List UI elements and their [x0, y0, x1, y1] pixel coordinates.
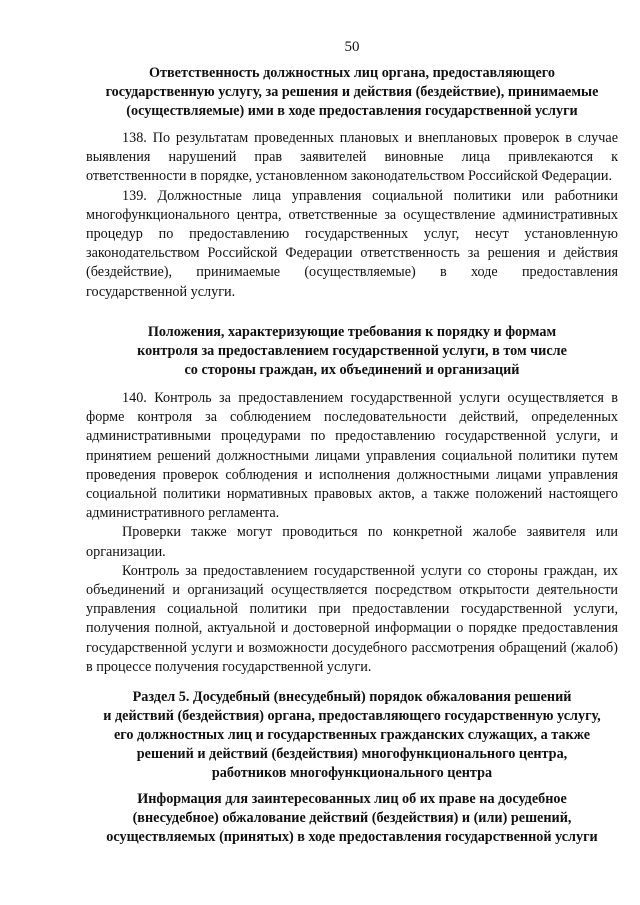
heading-line: контроля за предоставлением государственной услуги, в том числе: [137, 343, 567, 359]
heading-line: работников многофункционального центра: [211, 765, 493, 781]
heading-responsibility: [86, 64, 618, 121]
heading-control-requirements: [86, 323, 618, 380]
heading-line: решений и действий (бездействия) многофункционального центра,: [136, 746, 568, 762]
heading-line: государственную услугу, за решения и действия (бездействие), принимаемые: [105, 84, 599, 100]
paragraph-citizen-control: Контроль за предоставлением государственной услуги со стороны граждан, их объединений и организаций осуществляется посредством открытости деятельности управления социальной политики при предоставлении государственной услуги, получения полной, актуальной и достоверной информации о порядке предоставления государственной услуги и возможности досудебного рассмотрения обращений (жалоб) в процессе получения государственной услуги.: [86, 562, 618, 675]
heading-line: его должностных лиц и государственных гражданских служащих, а также: [113, 727, 591, 743]
page-number: 50: [344, 39, 360, 55]
section-control: [86, 389, 618, 677]
paragraph-inspections: Проверки также могут проводиться по конкретной жалобе заявителя или организации.: [86, 524, 618, 560]
heading-line: со стороны граждан, их объединений и организаций: [184, 362, 520, 378]
heading-line: (внесудебное) обжалование действий (бездействия) и (или) решений,: [132, 810, 572, 826]
heading-appeal-info: [86, 790, 618, 847]
heading-line: Положения, характеризующие требования к порядку и формам: [147, 324, 557, 340]
paragraph-140: 140. Контроль за предоставлением государственной услуги осуществляется в форме контроля за соблюдением последовательности действий, определенных административными процедурами по предоставлению государственной услуги, и принятием решений должностными лицами управления социальной политики путем проведения проверок соблюдения и исполнения должностными лицами управления социальной политики нормативных правовых актов, а также положений настоящего административного регламента.: [86, 390, 618, 522]
paragraph-138: 138. По результатам проведенных плановых и внеплановых проверок в случае выявления нарушений прав заявителей виновные лица привлекаются к ответственности в порядке, установленном законодательством Российской Федерации.: [86, 130, 618, 185]
heading-line: осуществляемых (принятых) в ходе предоставления государственной услуги: [106, 829, 598, 845]
heading-line: Информация для заинтересованных лиц об их праве на досудебное: [137, 791, 567, 807]
paragraph-139: 139. Должностные лица управления социальной политики или работники многофункционального центра, ответственные за осуществление административных процедур по предоставлению государственных услуг, несут установленную законодательством Российской Федерации ответственность за решения и действия (бездействие), принимаемые (осуществляемые) в ходе предоставления государственной услуги.: [86, 187, 618, 300]
heading-section-5: [86, 688, 618, 783]
heading-line: Ответственность должностных лиц органа, предоставляющего: [149, 65, 555, 81]
heading-line: и действий (бездействия) органа, предоставляющего государственную услугу,: [103, 708, 601, 724]
section-responsibility: [86, 129, 618, 302]
heading-line: (осуществляемые) ими в ходе предоставления государственной услуги: [126, 103, 578, 119]
heading-line: Раздел 5. Досудебный (внесудебный) порядок обжалования решений: [132, 689, 572, 705]
